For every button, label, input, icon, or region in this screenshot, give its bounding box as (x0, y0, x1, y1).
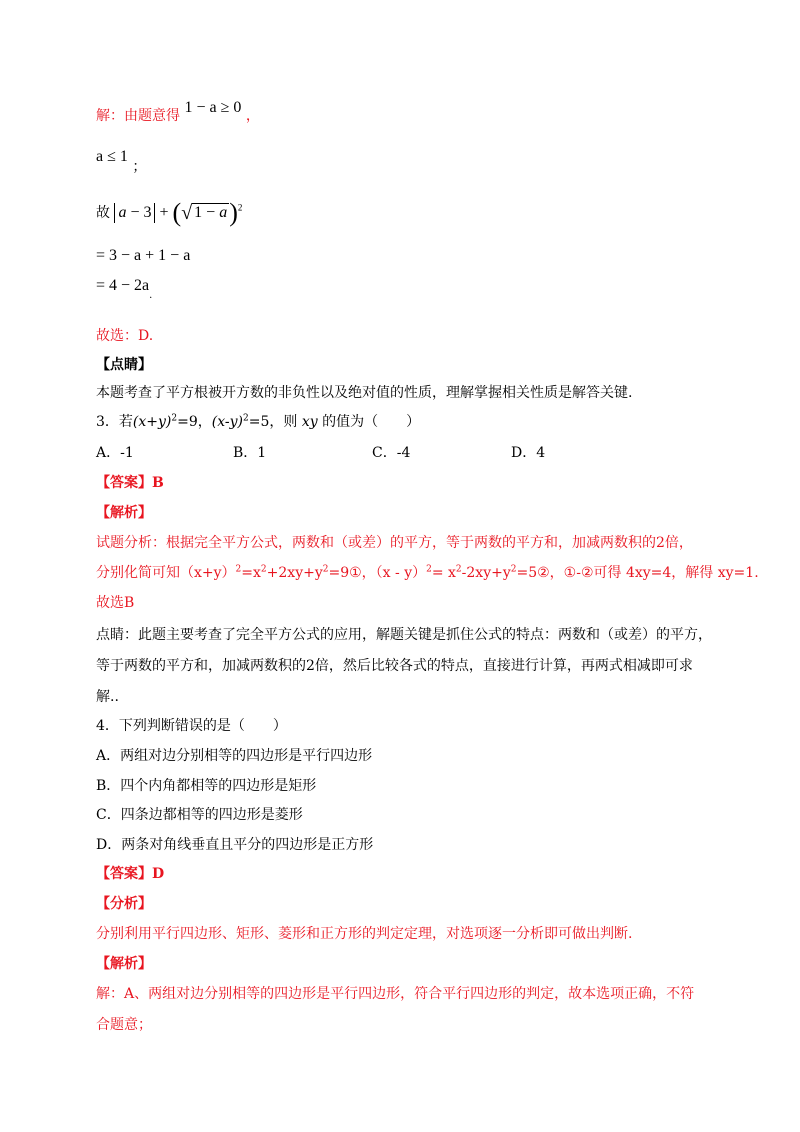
solution-line-5 (96, 276, 153, 301)
q3-val-b: =5，则 (248, 414, 298, 430)
q4-option-c: C．四条边都相等的四边形是菱形 (96, 807, 303, 823)
part-g: =5②，①-②可得 4xy=4，解得 xy=1. (516, 565, 759, 581)
q3-stem: 3．若$(x+y)^2=9$，$(x-y)^2=5$，则 xy 的值为（ ） (96, 413, 421, 430)
q3-options (96, 443, 716, 463)
inequality-1: 1 − a ≥ 0 (184, 99, 242, 116)
result-expression: = 4 − 2a (96, 277, 150, 294)
solution-line-4: = 3 − a + 1 − a (96, 247, 191, 264)
q4-option-a: A．两组对边分别相等的四边形是平行四边形 (96, 748, 373, 764)
part-e: = x (431, 565, 456, 581)
q3-option-d: D．4 (511, 445, 546, 461)
q3-expr-b: (x-y) (211, 414, 243, 430)
solution-line-1 (96, 99, 260, 126)
square-root: √ 1 − a (181, 202, 228, 224)
right-paren: ) (229, 198, 238, 227)
inequality-2: a ≤ 1 (96, 148, 128, 165)
q3-note-line-1: 点睛：此题主要考查了完全平方公式的应用，解题关键是抓住公式的特点：两数和（或差）的平方， (96, 627, 712, 643)
q3-analysis-line-3: 故选B (96, 595, 135, 611)
left-paren: ( (172, 198, 182, 227)
comma: ， (245, 108, 260, 124)
part-f: -2xy+y (461, 565, 511, 581)
q3-number: 3．若 (96, 414, 133, 430)
part-b: =x (241, 565, 261, 581)
q3-xy: xy (301, 414, 318, 430)
q4-jiexi-line-2: 合题意； (96, 1017, 152, 1033)
q3-analysis-line-2: 分别化简可知$(x+y)^2=x^2+2xy+y^2=9①$，$(x - y)^2= x^2-2xy+y^2=5②$，①-②可得 4xy=4，解得 xy=1. (96, 564, 759, 581)
q4-option-d: D．两条对角线垂直且平分的四边形是正方形 (96, 837, 374, 853)
q3-expr-a: (x+y) (132, 414, 172, 430)
part-d: =9①，（x - y） (328, 565, 427, 581)
q4-option-b: B．四个内角都相等的四边形是矩形 (96, 778, 317, 794)
q3-option-a: A．-1 (96, 445, 134, 461)
solution-line-3 (96, 198, 243, 227)
q3-suffix: 的值为（ ） (322, 414, 421, 430)
q4-answer: 【答案】D (96, 866, 165, 882)
part-a: 分别化简可知（x+y） (96, 565, 236, 581)
q3-option-c: C．-4 (372, 445, 411, 461)
solution-prefix: 解：由题意得 (96, 108, 180, 124)
q4-fenxi-text: 分别利用平行四边形、矩形、菱形和正方形的判定定理，对选项逐一分析即可做出判断. (96, 926, 633, 942)
gu-prefix: 故 (96, 205, 110, 221)
exponent: 2 (237, 202, 243, 213)
solution-line-2 (96, 147, 147, 175)
part-c: +2xy+y (266, 565, 323, 581)
semicolon: ； (132, 159, 147, 175)
choice-line: 故选：D. (96, 328, 154, 344)
dianjing-heading: 【点睛】 (96, 357, 152, 373)
absolute-value: a − 3 (114, 203, 155, 223)
q3-analysis-heading: 【解析】 (96, 505, 152, 521)
q3-note-line-2: 等于两数的平方和，加减两数积的2倍，然后比较各式的特点，直接进行计算，再两式相减即可求 (96, 658, 693, 674)
dianjing-text: 本题考查了平方根被开方数的非负性以及绝对值的性质，理解掌握相关性质是解答关键. (96, 385, 633, 401)
period: . (149, 290, 153, 301)
expression-abs-plus-sqrt: a − 3 + (√ 1 − a)$^2$ (114, 204, 242, 221)
q3-note-line-3: 解.. (96, 689, 119, 705)
q4-jiexi-heading: 【解析】 (96, 956, 152, 972)
q3-answer: 【答案】B (96, 475, 164, 491)
q4-jiexi-line-1: 解：A、两组对边分别相等的四边形是平行四边形，符合平行四边形的判定，故本选项正确，不符 (96, 986, 695, 1002)
q4-stem: 4．下列判断错误的是（ ） (96, 718, 287, 734)
q4-fenxi-heading: 【分析】 (96, 896, 152, 912)
q3-option-b: B．1 (233, 445, 267, 461)
q3-analysis-line-1: 试题分析：根据完全平方公式，两数和（或差）的平方，等于两数的平方和，加减两数积的2倍， (96, 535, 693, 551)
q3-val-a: =9， (177, 414, 212, 430)
